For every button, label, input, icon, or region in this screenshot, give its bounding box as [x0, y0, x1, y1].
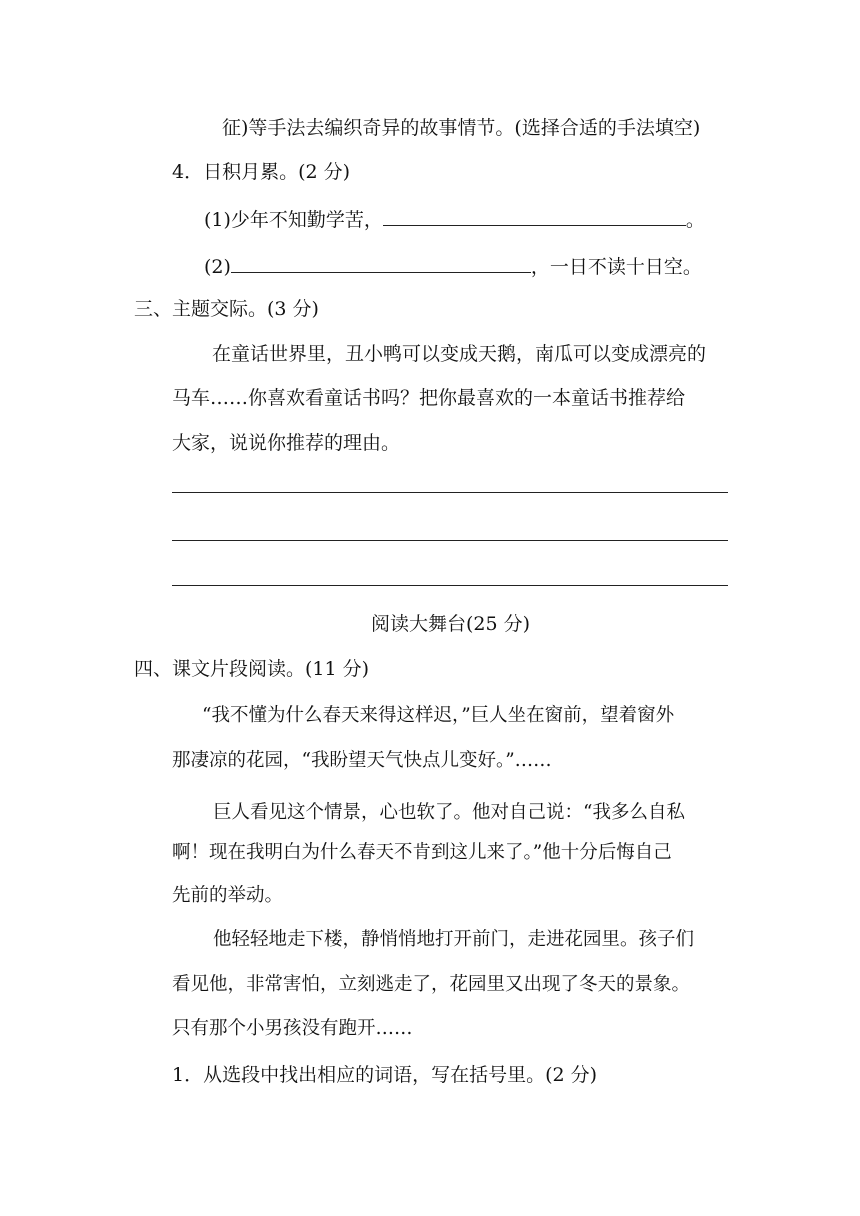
section-heading: 三、主题交际。(3 分) [134, 298, 319, 320]
paragraph-line: 大家，说说你推荐的理由。 [172, 432, 401, 454]
reading-title: 阅读大舞台(25 分) [371, 613, 531, 635]
fill-item-1-prefix: (1)少年不知勤学苦， [204, 209, 383, 231]
answer-line[interactable] [172, 540, 728, 541]
answer-line[interactable] [172, 492, 728, 493]
fill-item-2-prefix: (2) [204, 256, 231, 278]
answer-line[interactable] [172, 585, 728, 586]
passage-line: 啊！现在我明白为什么春天不肯到这儿来了。”他十分后悔自己 [172, 842, 672, 863]
fill-item-1-suffix: 。 [685, 209, 705, 231]
fill-item-1 [204, 207, 705, 232]
paragraph-line: 马车……你喜欢看童话书吗？把你最喜欢的一本童话书推荐给 [172, 387, 686, 409]
passage-line: 那凄凉的花园，“我盼望天气快点儿变好。”…… [172, 750, 552, 771]
question-heading: 4．日积月累。(2 分) [172, 161, 351, 183]
passage-line: 看见他，非常害怕，立刻逃走了，花园里又出现了冬天的景象。 [172, 974, 691, 995]
answer-blank[interactable] [231, 254, 531, 273]
fill-item-2 [204, 254, 702, 279]
text-line: 征)等手法去编织奇异的故事情节。(选择合适的手法填空) [222, 117, 701, 139]
passage-line: 只有那个小男孩没有跑开…… [172, 1018, 413, 1039]
section-heading: 四、课文片段阅读。(11 分) [134, 658, 370, 680]
passage-line: 巨人看见这个情景，心也软了。他对自己说：“我多么自私 [213, 802, 685, 823]
passage-line: “我不懂为什么春天来得这样迟，”巨人坐在窗前，望着窗外 [202, 705, 675, 726]
passage-line: 他轻轻地走下楼，静悄悄地打开前门，走进花园里。孩子们 [213, 929, 695, 950]
paragraph-line: 在童话世界里，丑小鸭可以变成天鹅，南瓜可以变成漂亮的 [212, 343, 707, 365]
question-heading: 1．从选段中找出相应的词语，写在括号里。(2 分) [172, 1064, 598, 1086]
passage-line: 先前的举动。 [172, 885, 284, 906]
answer-blank[interactable] [383, 207, 686, 226]
fill-item-2-suffix: ，一日不读十日空。 [530, 256, 702, 278]
